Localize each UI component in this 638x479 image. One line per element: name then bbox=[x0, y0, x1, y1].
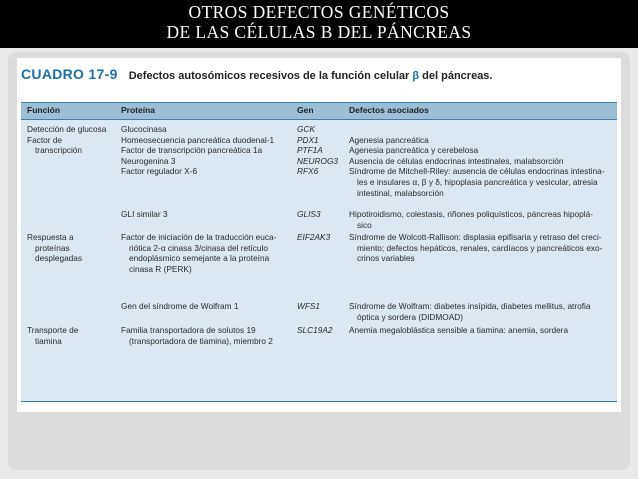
gen-line: SLC19A2 bbox=[297, 325, 333, 335]
gen-line: NEUROG3 bbox=[297, 155, 339, 166]
funcion-line: Factor de bbox=[27, 134, 63, 145]
defectos-cell bbox=[349, 301, 591, 322]
proteina-line: (transportadora de tiamina), miembro 2 bbox=[129, 335, 273, 346]
gen-line: WFS1 bbox=[297, 301, 321, 311]
funcion-line: proteínas bbox=[35, 242, 70, 253]
funcion-line: tiamina bbox=[35, 335, 62, 346]
table-caption bbox=[21, 66, 493, 82]
proteina-line: Gen del síndrome de Wolfram 1 bbox=[121, 301, 239, 311]
proteina-line: GLI similar 3 bbox=[121, 209, 168, 219]
gen-cell bbox=[297, 209, 321, 220]
proteina-line: Factor de iniciación de la traducción euca- bbox=[121, 232, 277, 242]
proteina-cell bbox=[121, 232, 276, 274]
defects-table bbox=[21, 102, 617, 402]
defectos-line: Ausencia de células endocrinas intestinales, malabsorción bbox=[349, 155, 564, 166]
proteina-cell bbox=[121, 124, 274, 177]
proteina-line: cinasa R (PERK) bbox=[129, 263, 192, 274]
proteina-line: Neurogenina 3 bbox=[121, 155, 176, 166]
proteina-cell bbox=[121, 209, 168, 220]
defectos-line: Anemia megaloblástica sensible a tiamina: anemia, sordera bbox=[349, 325, 569, 335]
proteina-line: Factor regulador X-6 bbox=[121, 166, 198, 177]
slide-title-line-1: OTROS DEFECTOS GENÉTICOS bbox=[188, 2, 450, 22]
proteina-cell bbox=[121, 325, 273, 346]
defectos-cell bbox=[349, 135, 605, 199]
header-gen: Gen bbox=[297, 105, 314, 115]
table-bottom-rule bbox=[21, 401, 617, 402]
defectos-cell bbox=[349, 232, 602, 264]
funcion-line: Transporte de bbox=[27, 325, 79, 335]
table-number: CUADRO 17-9 bbox=[21, 66, 118, 82]
gen-line: EIF2AK3 bbox=[297, 232, 331, 242]
header-funcion: Función bbox=[27, 105, 61, 115]
defectos-line: Síndrome de Wolfram: diabetes insípida, diabetes mellitus, atrofia bbox=[349, 301, 591, 311]
gen-line: PDX1 bbox=[297, 134, 319, 145]
funcion-cell bbox=[27, 124, 106, 156]
proteina-line: riótica 2-α cinasa 3/cinasa del retículo bbox=[129, 242, 268, 253]
defectos-line: Agenesia pancreática y cerebelosa bbox=[349, 145, 479, 156]
gen-line: RFX6 bbox=[297, 166, 319, 177]
table-header bbox=[21, 102, 617, 120]
funcion-line: desplegadas bbox=[35, 253, 83, 264]
slide-title bbox=[0, 2, 638, 42]
proteina-line: Familia transportadora de solutos 19 bbox=[121, 325, 256, 335]
defectos-cell bbox=[349, 209, 593, 230]
header-defectos: Defectos asociados bbox=[349, 105, 429, 115]
gen-cell bbox=[297, 325, 333, 336]
slide-title-line-2: DE LAS CÉLULAS B DEL PÁNCREAS bbox=[166, 22, 472, 42]
gen-cell bbox=[297, 232, 330, 243]
funcion-cell bbox=[27, 325, 78, 346]
defectos-line: Agenesia pancreática bbox=[349, 134, 429, 145]
table-caption-text: Defectos autosómicos recesivos de la función celular bbox=[128, 70, 410, 82]
proteina-cell bbox=[121, 301, 238, 312]
table-image bbox=[17, 58, 621, 412]
gen-line: GCK bbox=[297, 124, 315, 134]
defectos-line: crinos variables bbox=[357, 253, 415, 264]
proteina-line: Homeosecuencia pancreática duodenal-1 bbox=[121, 134, 275, 145]
gen-cell bbox=[297, 124, 338, 177]
proteina-line: endoplásmico semejante a la proteína bbox=[129, 253, 270, 264]
defectos-line: Hipotiroidismo, colestasis, riñones poliquísticos, páncreas hipoplá- bbox=[349, 209, 593, 219]
funcion-line: transcripción bbox=[35, 145, 83, 156]
defectos-line: óptica y sordera (DIDMOAD) bbox=[357, 311, 464, 322]
gen-cell bbox=[297, 301, 320, 312]
proteina-line: Glucocinasa bbox=[121, 124, 167, 134]
proteina-line: Factor de transcripción pancreática 1a bbox=[121, 145, 263, 156]
defectos-cell bbox=[349, 325, 568, 336]
defectos-line: Síndrome de Mitchell-Riley: ausencia de células endocrinas intestina- bbox=[349, 166, 605, 177]
header-proteina: Proteína bbox=[121, 105, 156, 115]
gen-line: GLIS3 bbox=[297, 209, 321, 219]
defectos-line: Síndrome de Wolcott-Rallison: displasia epifisaria y retraso del creci- bbox=[349, 232, 602, 242]
funcion-line: Detección de glucosa bbox=[27, 124, 107, 134]
gen-line: PTF1A bbox=[297, 145, 323, 156]
defectos-line: sico bbox=[357, 219, 372, 230]
funcion-cell bbox=[27, 232, 82, 264]
defectos-line: intestinal, malabsorción bbox=[357, 187, 444, 198]
funcion-line: Respuesta a bbox=[27, 232, 74, 242]
defectos-line: les e insulares α, β y δ, hipoplasia pancreática y vesicular, atresia bbox=[357, 176, 598, 187]
defectos-line: miento; defectos hepáticos, renales, cardíacos y pancreáticos exo- bbox=[357, 242, 603, 253]
table-caption-beta: β bbox=[412, 70, 420, 82]
table-caption-end: del páncreas. bbox=[422, 70, 493, 82]
